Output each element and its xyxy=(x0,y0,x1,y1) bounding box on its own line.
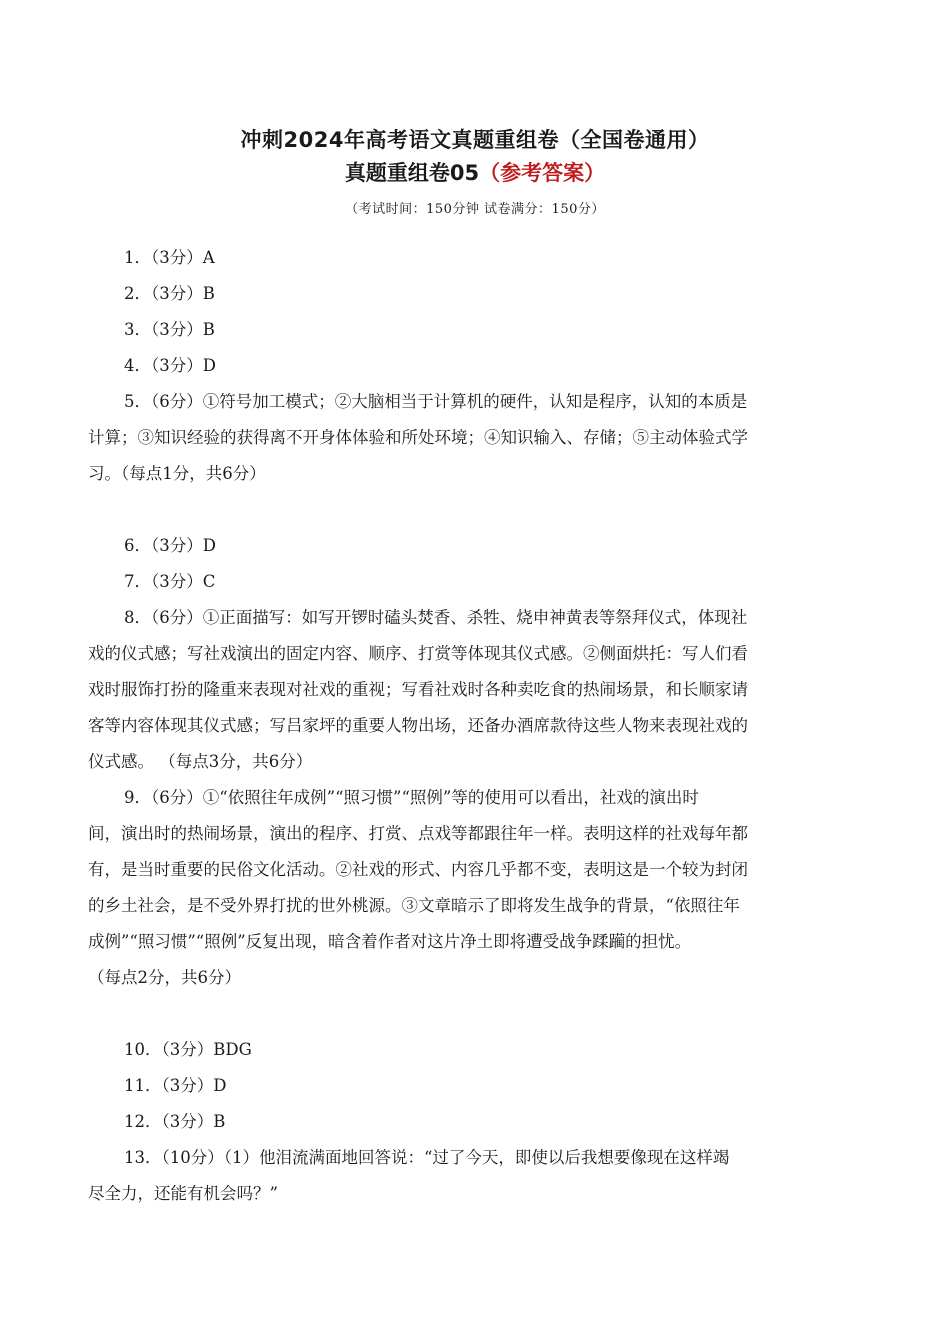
answer-line: 12．（3分）B xyxy=(124,1112,226,1131)
blank-line xyxy=(88,996,860,1032)
answer-line: 戏的仪式感；写社戏演出的固定内容、顺序、打赏等体现其仪式感。②侧面烘托：写人们看 xyxy=(88,644,748,663)
answer-line: 计算；③知识经验的获得离不开身体体验和所处环境；④知识输入、存储；⑤主动体验式学 xyxy=(88,428,748,447)
answer-line: 成例”“照习惯”“照例”反复出现，暗含着作者对这片净土即将遭受战争蹂躏的担忧。 xyxy=(88,932,692,951)
answer-line: 习。（每点1分，共6分） xyxy=(88,464,266,483)
answer-line: 尽全力，还能有机会吗？” xyxy=(88,1184,278,1203)
answer-line: 戏时服饰打扮的隆重来表现对社戏的重视；写看社戏时各种卖吃食的热闹场景，和长顺家请 xyxy=(88,680,748,699)
paper-name: 真题重组卷05 xyxy=(344,161,480,185)
answer-line: 有，是当时重要的民俗文化活动。②社戏的形式、内容几乎都不变，表明这是一个较为封闭 xyxy=(88,860,748,879)
answer-line: 3．（3分）B xyxy=(124,320,215,339)
answer-line: 1．（3分）A xyxy=(124,248,215,267)
answer-line: 6．（3分）D xyxy=(124,536,216,555)
document-title: 冲刺2024年高考语文真题重组卷（全国卷通用） xyxy=(240,128,710,152)
answer-line: 4．（3分）D xyxy=(124,356,216,375)
answer-line: 10．（3分）BDG xyxy=(124,1040,252,1059)
answer-line: 间，演出时的热闹场景，演出的程序、打赏、点戏等都跟往年一样。表明这样的社戏每年都 xyxy=(88,824,748,843)
answer-line: 8．（6分）①正面描写：如写开锣时磕头焚香、杀牲、烧申神黄表等祭拜仪式，体现社 xyxy=(124,608,748,627)
answer-line: 5．（6分）①符号加工模式；②大脑相当于计算机的硬件，认知是程序，认知的本质是 xyxy=(124,392,748,411)
answer-line: 的乡土社会，是不受外界打扰的世外桃源。③文章暗示了即将发生战争的背景，“依照往年 xyxy=(88,896,740,915)
answer-line: 客等内容体现其仪式感；写吕家坪的重要人物出场，还备办酒席款待这些人物来表现社戏的 xyxy=(88,716,748,735)
exam-info: （考试时间：150分钟 试卷满分：150分） xyxy=(345,202,605,217)
answer-list xyxy=(88,240,860,1212)
blank-line xyxy=(88,492,860,528)
answer-key-label: （参考答案） xyxy=(479,161,606,185)
answer-line: 9．（6分）①“依照往年成例”“照习惯”“照例”等的使用可以看出，社戏的演出时 xyxy=(124,788,699,807)
answer-line: 7．（3分）C xyxy=(124,572,216,591)
document-subtitle-heading xyxy=(0,157,950,187)
answer-line: （每点2分，共6分） xyxy=(88,968,241,987)
answer-line: 11．（3分）D xyxy=(124,1076,227,1095)
answer-line: 仪式感。 （每点3分，共6分） xyxy=(88,752,313,771)
answer-line: 13．（10分）（1）他泪流满面地回答说：“过了今天，即使以后我想要像现在这样竭 xyxy=(124,1148,730,1167)
answer-line: 2．（3分）B xyxy=(124,284,215,303)
